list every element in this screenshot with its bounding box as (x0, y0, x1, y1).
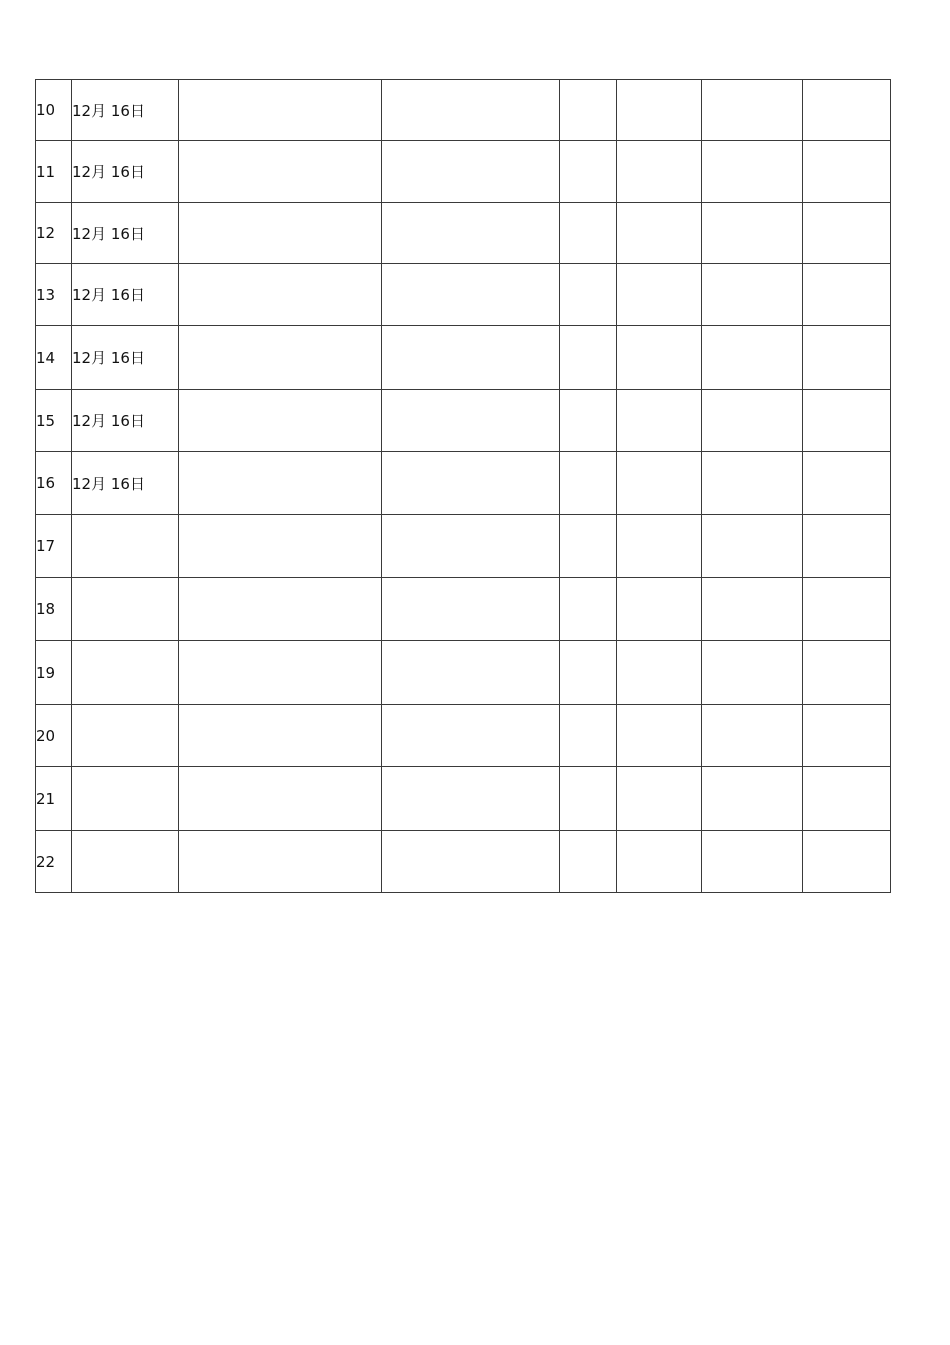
row-number-cell: 19 (36, 641, 72, 705)
ledger-table (35, 79, 891, 893)
date-cell: 12月 16日 (72, 452, 179, 515)
empty-cell (617, 767, 702, 831)
ledger-body (36, 80, 891, 893)
empty-cell (179, 390, 382, 452)
date-cell (72, 578, 179, 641)
empty-cell (702, 141, 803, 203)
empty-cell (803, 326, 891, 390)
empty-cell (179, 264, 382, 326)
empty-cell (702, 80, 803, 141)
empty-cell (617, 452, 702, 515)
empty-cell (179, 515, 382, 578)
empty-cell (382, 141, 560, 203)
empty-cell (382, 203, 560, 264)
empty-cell (803, 203, 891, 264)
row-number-cell: 14 (36, 326, 72, 390)
empty-cell (560, 705, 617, 767)
empty-cell (702, 264, 803, 326)
empty-cell (803, 515, 891, 578)
table-row (36, 831, 891, 893)
empty-cell (382, 264, 560, 326)
row-number-cell: 20 (36, 705, 72, 767)
row-number-cell: 22 (36, 831, 72, 893)
empty-cell (382, 452, 560, 515)
row-number-cell: 10 (36, 80, 72, 141)
empty-cell (560, 264, 617, 326)
empty-cell (179, 141, 382, 203)
empty-cell (803, 452, 891, 515)
table-row (36, 390, 891, 452)
date-cell (72, 641, 179, 705)
empty-cell (803, 141, 891, 203)
empty-cell (560, 578, 617, 641)
empty-cell (382, 326, 560, 390)
date-cell (72, 767, 179, 831)
empty-cell (560, 767, 617, 831)
empty-cell (179, 203, 382, 264)
empty-cell (617, 203, 702, 264)
empty-cell (803, 767, 891, 831)
row-number-cell: 18 (36, 578, 72, 641)
empty-cell (803, 831, 891, 893)
date-cell (72, 831, 179, 893)
date-cell: 12月 16日 (72, 326, 179, 390)
empty-cell (617, 326, 702, 390)
empty-cell (702, 326, 803, 390)
empty-cell (560, 390, 617, 452)
empty-cell (803, 705, 891, 767)
empty-cell (702, 767, 803, 831)
empty-cell (803, 390, 891, 452)
empty-cell (179, 326, 382, 390)
date-cell: 12月 16日 (72, 264, 179, 326)
empty-cell (382, 515, 560, 578)
table-row (36, 326, 891, 390)
empty-cell (617, 515, 702, 578)
empty-cell (560, 641, 617, 705)
empty-cell (382, 767, 560, 831)
empty-cell (560, 515, 617, 578)
row-number-cell: 12 (36, 203, 72, 264)
empty-cell (179, 80, 382, 141)
empty-cell (702, 390, 803, 452)
empty-cell (382, 831, 560, 893)
empty-cell (803, 578, 891, 641)
empty-cell (702, 831, 803, 893)
empty-cell (702, 578, 803, 641)
empty-cell (617, 578, 702, 641)
table-row (36, 452, 891, 515)
document-sheet (35, 79, 890, 893)
table-row (36, 705, 891, 767)
empty-cell (382, 578, 560, 641)
empty-cell (702, 203, 803, 264)
empty-cell (702, 515, 803, 578)
empty-cell (179, 831, 382, 893)
empty-cell (179, 705, 382, 767)
row-number-cell: 17 (36, 515, 72, 578)
empty-cell (179, 641, 382, 705)
date-cell: 12月 16日 (72, 203, 179, 264)
empty-cell (179, 578, 382, 641)
empty-cell (803, 264, 891, 326)
empty-cell (617, 141, 702, 203)
empty-cell (560, 326, 617, 390)
row-number-cell: 11 (36, 141, 72, 203)
date-cell: 12月 16日 (72, 80, 179, 141)
date-cell (72, 515, 179, 578)
empty-cell (702, 641, 803, 705)
row-number-cell: 13 (36, 264, 72, 326)
empty-cell (702, 452, 803, 515)
row-number-cell: 21 (36, 767, 72, 831)
date-cell: 12月 16日 (72, 141, 179, 203)
empty-cell (382, 80, 560, 141)
empty-cell (617, 80, 702, 141)
empty-cell (617, 264, 702, 326)
date-cell (72, 705, 179, 767)
empty-cell (617, 831, 702, 893)
empty-cell (382, 390, 560, 452)
empty-cell (560, 80, 617, 141)
table-row (36, 80, 891, 141)
empty-cell (617, 705, 702, 767)
table-row (36, 264, 891, 326)
empty-cell (702, 705, 803, 767)
table-row (36, 578, 891, 641)
empty-cell (560, 203, 617, 264)
empty-cell (803, 641, 891, 705)
table-row (36, 641, 891, 705)
date-cell: 12月 16日 (72, 390, 179, 452)
empty-cell (382, 705, 560, 767)
empty-cell (617, 390, 702, 452)
empty-cell (179, 767, 382, 831)
empty-cell (179, 452, 382, 515)
empty-cell (382, 641, 560, 705)
table-row (36, 515, 891, 578)
row-number-cell: 15 (36, 390, 72, 452)
empty-cell (803, 80, 891, 141)
table-row (36, 767, 891, 831)
row-number-cell: 16 (36, 452, 72, 515)
table-row (36, 203, 891, 264)
table-row (36, 141, 891, 203)
empty-cell (560, 452, 617, 515)
empty-cell (560, 141, 617, 203)
empty-cell (560, 831, 617, 893)
empty-cell (617, 641, 702, 705)
